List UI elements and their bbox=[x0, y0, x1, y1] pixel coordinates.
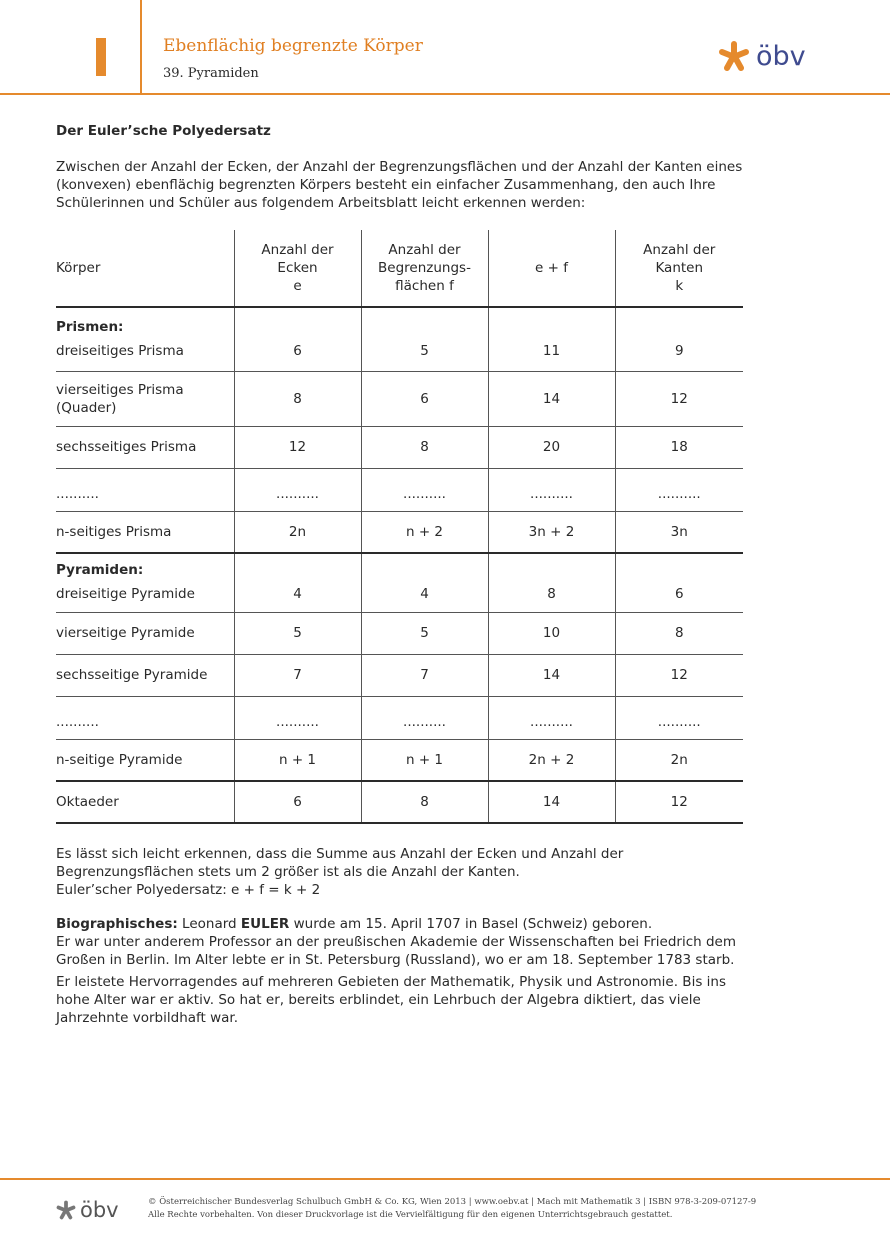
table-row: n-seitiges Prisma 2n n + 2 3n + 2 3n bbox=[56, 511, 743, 553]
chapter-subtitle: 39. Pyramiden bbox=[163, 66, 259, 81]
header-flaechen: Anzahl der Begrenzungs- flächen f bbox=[361, 230, 488, 307]
chapter-marker-bar bbox=[96, 38, 106, 76]
header-koerper: Körper bbox=[56, 230, 234, 307]
footer-line-2: Alle Rechte vorbehalten. Von dieser Druckvorlage ist die Vervielfältigung für den eigenen Unterrichtsgebrauch gestattet. bbox=[148, 1210, 673, 1220]
euler-formula: Euler’scher Polyedersatz: e + f = k + 2 bbox=[56, 882, 321, 898]
footer-line-1: © Österreichischer Bundesverlag Schulbuch GmbH & Co. KG, Wien 2013 | www.oebv.at | Mach mit Mathematik 3 | ISBN 978-3-209-07127-9 bbox=[148, 1197, 757, 1207]
logo-wordmark: öbv bbox=[756, 40, 806, 72]
table-row: Prismen: dreiseitiges Prisma 6 5 11 9 bbox=[56, 307, 743, 371]
table-row: sechsseitiges Prisma 12 8 20 18 bbox=[56, 426, 743, 468]
publisher-logo bbox=[718, 40, 806, 72]
table-row: vierseitiges Prisma (Quader) 8 6 14 12 bbox=[56, 371, 743, 426]
conclusion-block bbox=[56, 845, 746, 1027]
header-kanten: Anzahl der Kanten k bbox=[615, 230, 743, 307]
polyhedra-table bbox=[56, 230, 743, 824]
section-intro bbox=[56, 122, 746, 212]
table-row: sechsseitige Pyramide 7 7 14 12 bbox=[56, 654, 743, 696]
header-e-plus-f: e + f bbox=[488, 230, 615, 307]
table-row: n-seitige Pyramide n + 1 n + 1 2n + 2 2n bbox=[56, 739, 743, 781]
group-label-pyramids: Pyramiden: bbox=[56, 561, 144, 578]
oebv-star-icon bbox=[718, 40, 750, 72]
footer-copyright bbox=[148, 1196, 756, 1222]
table-row: .......... .......... .......... .......... .......... bbox=[56, 696, 743, 739]
intro-paragraph: Zwischen der Anzahl der Ecken, der Anzahl der Begrenzungsflächen und der Anzahl der Kanten eines (konvexen) ebenflächig begrenzten Körpers besteht ein einfacher Zusammenhang, den auch Ihre Schülerinnen und Schüler aus folgendem Arbeitsblatt leicht erkennen werden: bbox=[56, 159, 743, 211]
table-row: vierseitige Pyramide 5 5 10 8 bbox=[56, 612, 743, 654]
biography-paragraph-2: Er leistete Hervorragendes auf mehreren Gebieten der Mathematik, Physik und Astronomie. Bis ins hohe Alter war er aktiv. So hat er, bereits erblindet, ein Lehrbuch der Algebra diktiert, das viele Jahrzehnte vorbildhaft war. bbox=[56, 974, 726, 1026]
chapter-title: Ebenflächig begrenzte Körper bbox=[163, 36, 423, 56]
section-title: Der Euler’sche Polyedersatz bbox=[56, 123, 271, 139]
table-header-row bbox=[56, 230, 743, 307]
group-label-prisms: Prismen: bbox=[56, 318, 124, 335]
header-ecken: Anzahl der Ecken e bbox=[234, 230, 361, 307]
table-row: .......... .......... .......... .......... .......... bbox=[56, 468, 743, 511]
biography-paragraph: Biographisches: Leonard EULER wurde am 15. April 1707 in Basel (Schweiz) geboren. Er war unter anderem Professor an der preußischen Akademie der Wissenschaften bei Friedrich dem Großen in Berlin. Im Alter lebte er in St. Petersburg (Russland), wo er am 18. September 1783 starb. bbox=[56, 916, 736, 968]
euler-name: EULER bbox=[240, 916, 290, 932]
table-row: Pyramiden: dreiseitige Pyramide 4 4 8 6 bbox=[56, 553, 743, 612]
biography-label: Biographisches: bbox=[56, 916, 178, 932]
footer-logo bbox=[56, 1198, 119, 1222]
footer-logo-wordmark: öbv bbox=[80, 1198, 119, 1222]
header-rule bbox=[0, 93, 890, 95]
oebv-star-icon bbox=[56, 1200, 76, 1220]
footer-rule bbox=[0, 1178, 890, 1180]
table-row: Oktaeder 6 8 14 12 bbox=[56, 781, 743, 823]
header-divider-vertical bbox=[140, 0, 142, 95]
conclusion-text: Es lässt sich leicht erkennen, dass die Summe aus Anzahl der Ecken und Anzahl der Begrenzungsflächen stets um 2 größer ist als die Anzahl der Kanten. bbox=[56, 846, 624, 880]
